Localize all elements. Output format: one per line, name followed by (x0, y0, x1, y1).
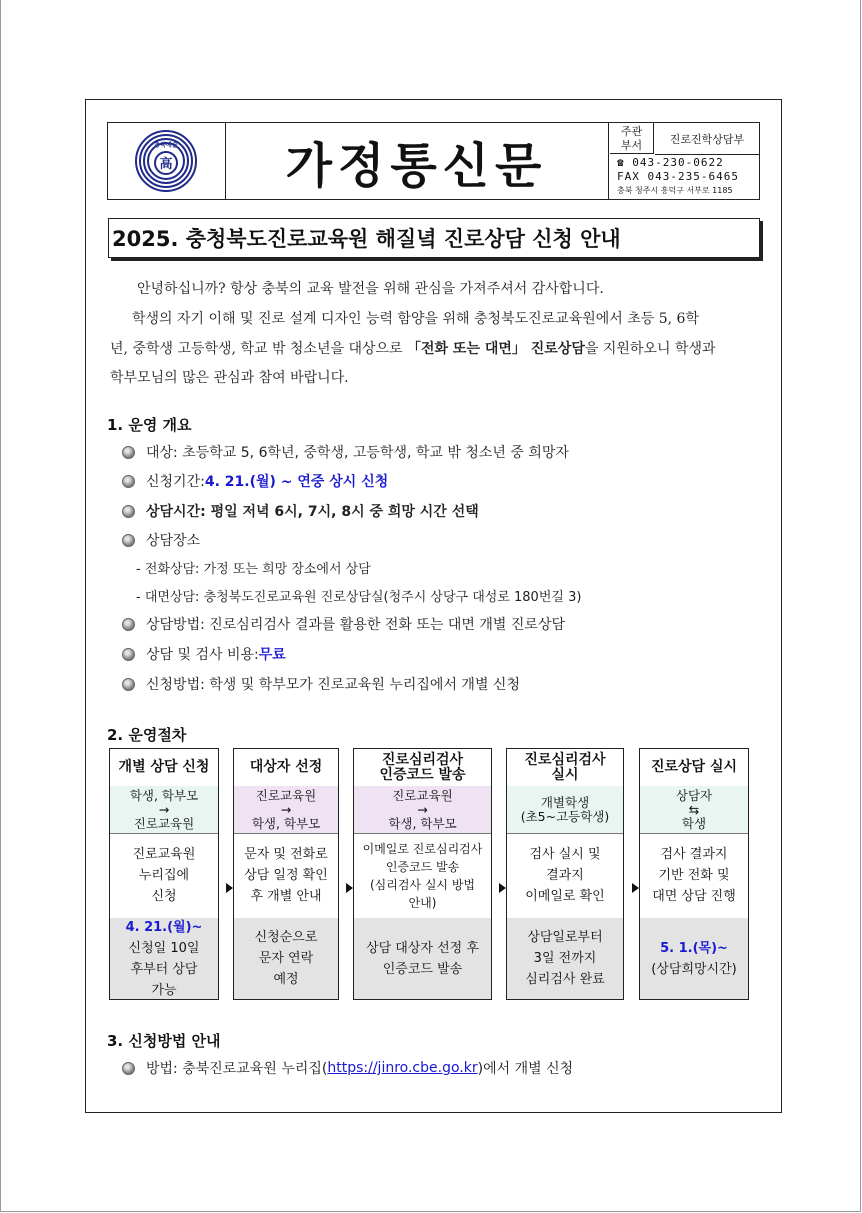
cost-value: 무료 (258, 647, 286, 663)
overview-time (122, 501, 479, 521)
section-1-title: 1. 운영 개요 (107, 416, 192, 434)
step-foot (354, 918, 491, 999)
section-3-title: 3. 신청방법 안내 (107, 1032, 221, 1050)
flow-arrow-icon (346, 883, 353, 893)
bullet-icon (122, 505, 135, 518)
title-line: 인증코드 발송 (379, 766, 466, 783)
bullet-icon (122, 475, 135, 488)
desc-line: 이메일로 확인 (525, 889, 605, 904)
bullet-icon (122, 618, 135, 631)
overview-cost (122, 644, 286, 664)
step-apply (109, 748, 219, 1000)
apply-method (122, 1058, 573, 1078)
step-who (507, 786, 623, 834)
seal-char: 高 (159, 157, 173, 172)
intro-line-2: 학생의 자기 이해 및 진로 설계 디자인 능력 함양을 위해 충청북도진로교육원에서 초등 5, 6학 (132, 311, 699, 327)
desc-line: 진로교육원 (132, 847, 196, 862)
desc-line: 대면 상담 진행 (652, 889, 736, 904)
foot-line: 3일 전까지 (533, 951, 597, 966)
arrow-right-icon: → (158, 801, 170, 817)
who-from: 학생, 학부모 (129, 787, 199, 803)
who-to: (초5~고등학생) (520, 808, 610, 824)
overview-target (122, 442, 569, 462)
bullet-icon (122, 534, 135, 547)
bullet-icon (122, 678, 135, 691)
place-visit: - 대면상담: 충청북도진로교육원 진로상담실(청주시 상당구 대성로 180번길 3) (136, 590, 582, 605)
flow-arrow-icon (499, 883, 506, 893)
title-line: 진로심리검사 (524, 751, 606, 768)
arrow-right-icon: → (417, 801, 428, 817)
desc-line: 상담 일정 확인 (244, 868, 328, 883)
place-phone: - 전화상담: 가정 또는 희망 장소에서 상담 (136, 562, 371, 577)
dept-name: 진로진학상담부 (655, 123, 759, 155)
step-foot (507, 918, 623, 999)
step-foot (234, 918, 338, 999)
desc-line: 이메일로 진로심리검사 (362, 841, 483, 856)
who-from: 개별학생 (540, 794, 590, 810)
desc-line: 인증코드 발송 (385, 859, 460, 874)
foot-line: 상담일로부터 (527, 930, 603, 945)
foot-line: 심리검사 완료 (525, 972, 605, 987)
title-cell (225, 123, 609, 199)
desc-line: 검사 실시 및 (529, 847, 601, 862)
overview-place (122, 530, 200, 550)
page-title: 가정통신문 (285, 137, 548, 194)
step-foot (110, 918, 218, 999)
time-text: 상담시간: 평일 저녁 6시, 7시, 8시 중 희망 시간 선택 (146, 504, 479, 520)
step-title: 대상자 선정 (234, 749, 338, 787)
foot-line: 예정 (273, 972, 299, 987)
fax-number: FAX 043-235-6465 (617, 170, 739, 183)
foot-line: 상담 대상자 선정 후 (366, 940, 479, 956)
who-to: 학생, 학부모 (388, 815, 457, 831)
foot-line: 신청일 10일 (128, 940, 200, 956)
step-title (507, 749, 623, 787)
phone-number: ☎ 043-230-0622 (617, 156, 724, 169)
step-code-send (353, 748, 492, 1000)
target-text: 대상: 초등학교 5, 6학년, 중학생, 고등학생, 학교 밖 청소년 중 희망자 (146, 445, 569, 461)
flow-arrow-icon (226, 883, 233, 893)
intro-line-3c: 을 지원하오니 학생과 (584, 341, 716, 357)
bullet-icon (122, 1062, 135, 1075)
section-2-title: 2. 운영절차 (107, 726, 187, 744)
bullet-icon (122, 648, 135, 661)
method-prefix: 방법: 충북진로교육원 누리집( (146, 1061, 328, 1077)
step-selection (233, 748, 339, 1000)
title-line: 실시 (551, 766, 579, 783)
foot-line: 가능 (151, 982, 177, 998)
foot-line: 인증코드 발송 (382, 961, 463, 977)
title-line: 진로심리검사 (381, 751, 464, 768)
swap-arrows-icon: ⇆ (688, 801, 700, 817)
letter-header (107, 122, 760, 200)
step-who (640, 786, 748, 834)
desc-line: 누리집에 (138, 868, 190, 883)
school-logo-cell (108, 123, 226, 199)
foot-date: 5. 1.(목)~ (660, 940, 728, 956)
step-desc (110, 833, 218, 919)
foot-line: 신청순으로 (254, 930, 318, 945)
apply-text: 신청방법: 학생 및 학부모가 진로교육원 누리집에서 개별 신청 (146, 677, 520, 693)
overview-method (122, 614, 565, 634)
intro-line-3a: 년, 중학생 고등학생, 학교 밖 청소년을 대상으로 (110, 341, 408, 357)
seal-text: 충북예술 (154, 142, 178, 149)
method-suffix: )에서 개별 신청 (477, 1061, 574, 1077)
desc-line: 후 개별 안내 (250, 889, 322, 904)
desc-line: 결과지 (546, 868, 584, 883)
notice-title-box (108, 218, 760, 258)
foot-date: 4. 21.(월)~ (125, 919, 203, 935)
step-who (234, 786, 338, 834)
step-test (506, 748, 624, 1000)
step-who (354, 786, 491, 834)
arrow-right-icon: → (280, 801, 292, 817)
intro-line-3 (110, 338, 765, 358)
step-desc (234, 833, 338, 919)
step-who (110, 786, 218, 834)
dept-label: 주관 부서 (610, 123, 654, 154)
step-desc (640, 833, 748, 919)
desc-line: 기반 전화 및 (658, 868, 730, 883)
flow-arrow-icon (632, 883, 639, 893)
foot-line: (상담희망시간) (651, 961, 737, 977)
school-address: 충북 청주시 흥덕구 서부로 1185 (617, 186, 733, 195)
period-label: 신청기간: (146, 474, 205, 490)
step-title: 개별 상담 신청 (110, 749, 218, 787)
step-foot (640, 918, 748, 999)
notice-title: 2025. 충청북도진로교육원 해질녘 진로상담 신청 안내 (112, 227, 621, 251)
desc-line: (심리검사 실시 방법 (369, 877, 476, 892)
desc-line: 신청 (151, 889, 177, 904)
intro-highlight: 「전화 또는 대면」 진로상담 (407, 341, 585, 357)
desc-line: 안내) (408, 895, 437, 910)
step-counsel (639, 748, 749, 1000)
method-text: 상담방법: 진로심리검사 결과를 활용한 전화 또는 대면 개별 진로상담 (146, 617, 565, 633)
step-title: 진로상담 실시 (640, 749, 748, 787)
step-desc (354, 833, 491, 919)
intro-line-1: 안녕하십니까? 항상 충북의 교육 발전을 위해 관심을 가져주셔서 감사합니다. (137, 281, 604, 297)
step-title (354, 749, 491, 787)
bullet-icon (122, 446, 135, 459)
step-desc (507, 833, 623, 919)
who-to: 진로교육원 (133, 815, 195, 831)
who-from: 진로교육원 (255, 787, 317, 803)
period-value: 4. 21.(월) ~ 연중 상시 신청 (204, 474, 389, 490)
jinro-website-link[interactable]: https://jinro.cbe.go.kr (327, 1060, 478, 1076)
who-from: 상담자 (675, 787, 713, 803)
overview-period (122, 471, 388, 491)
cost-label: 상담 및 검사 비용: (146, 647, 259, 663)
desc-line: 문자 및 전화로 (244, 847, 328, 862)
who-to: 학생, 학부모 (251, 815, 321, 831)
foot-line: 후부터 상담 (130, 961, 198, 977)
desc-line: 검사 결과지 (660, 847, 728, 862)
who-from: 진로교육원 (392, 787, 453, 803)
place-text: 상담장소 (146, 533, 201, 549)
foot-line: 문자 연락 (258, 951, 314, 966)
overview-apply (122, 674, 520, 694)
contact-info (617, 156, 761, 197)
school-seal-icon (135, 130, 197, 192)
who-to: 학생 (681, 815, 707, 831)
intro-line-4: 학부모님의 많은 관심과 참여 바랍니다. (110, 370, 349, 386)
